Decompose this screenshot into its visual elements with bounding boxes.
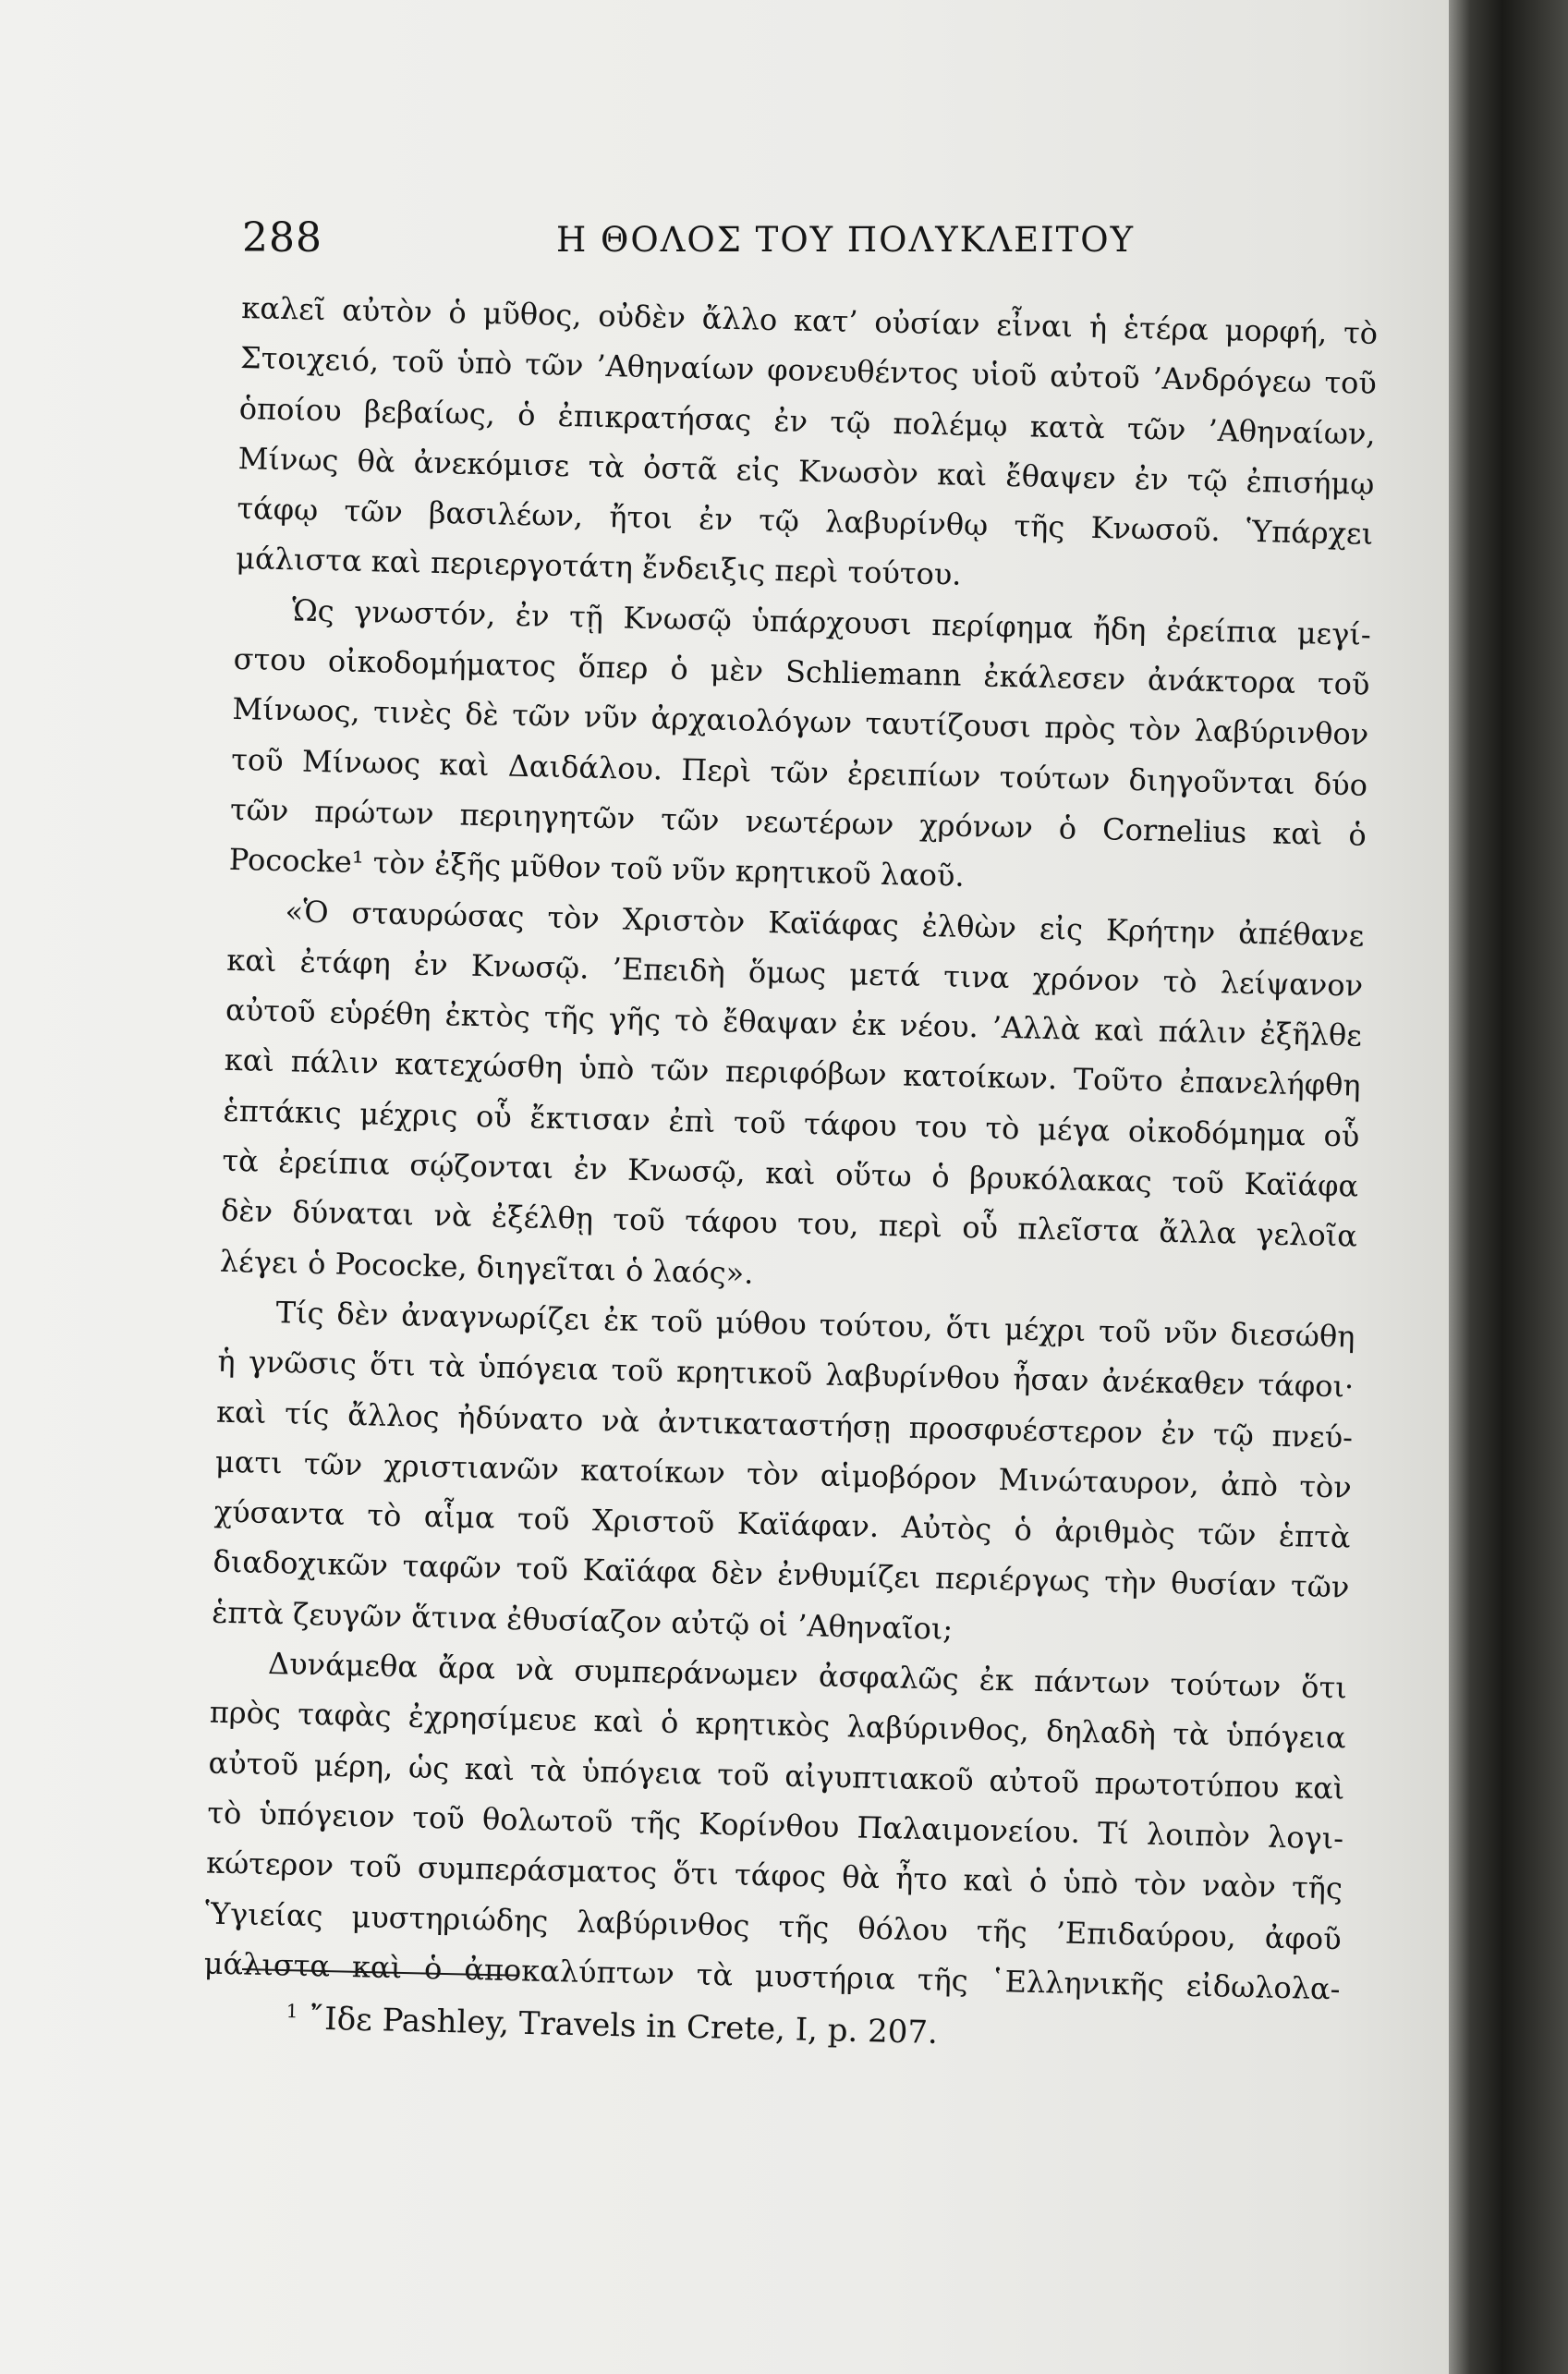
text-line: καὶ πάλιν κατεχώσθη ὑπὸ τῶν περιφόβων κατοίκων. Τοῦτο ἐπανελήφθη (224, 1042, 1362, 1104)
text-line: χύσαντα τὸ αἷμα τοῦ Χριστοῦ Καϊάφαν. Αὐτὸς ὁ ἀριθμὸς τῶν ἑπτὰ (213, 1493, 1351, 1555)
text-line: κώτερον τοῦ συμπεράσματος ὅτι τάφος θὰ ἦτο καὶ ὁ ὑπὸ τὸν ναὸν τῆς (205, 1844, 1343, 1906)
text-line: τὸ ὑπόγειον τοῦ θολωτοῦ τῆς Κορίνθου Παλαιμονείου. Τί λοιπὸν λογι- (207, 1795, 1344, 1857)
text-line: αὐτοῦ μέρη, ὡς καὶ τὰ ὑπόγεια τοῦ αἰγυπτιακοῦ αὐτοῦ πρωτοτύπου καὶ (208, 1745, 1345, 1807)
text-line: ματι τῶν χριστιανῶν κατοίκων τὸν αἱμοβόρον Μινώταυρον, ἀπὸ τὸν (214, 1443, 1353, 1505)
text-line: αὐτοῦ εὑρέθη ἐκτὸς τῆς γῆς τὸ ἔθαψαν ἐκ νέου. ’Αλλὰ καὶ πάλιν ἐξῆλθε (225, 992, 1363, 1053)
text-line: καὶ τίς ἄλλος ἠδύνατο νὰ ἀντικαταστήσῃ προσφυέστερον ἐν τῷ πνεύ- (215, 1394, 1354, 1455)
text-line: «Ὁ σταυρώσας τὸν Χριστὸν Καϊάφας ἐλθὼν εἰς Κρήτην ἀπέθανε (285, 893, 1365, 954)
text-line: Pococke¹ τὸν ἐξῆς μῦθον τοῦ νῦν κρητικοῦ λαοῦ. (228, 842, 966, 895)
page-number: 288 (242, 214, 322, 262)
text-line: Μίνωος, τινὲς δὲ τῶν νῦν ἀρχαιολόγων ταυτίζουσι πρὸς τὸν λαβύρινθον (232, 691, 1369, 753)
text-line: τῶν πρώτων περιηγητῶν τῶν νεωτέρων χρόνων ὁ Cornelius καὶ ὁ (229, 791, 1367, 853)
text-line: ἡ γνῶσις ὅτι τὰ ὑπόγεια τοῦ κρητικοῦ λαβυρίνθου ἦσαν ἀνέκαθεν τάφοι· (217, 1343, 1355, 1405)
text-line: Μίνως θὰ ἀνεκόμισε τὰ ὀστᾶ εἰς Κνωσὸν καὶ ἔθαψεν ἐν τῷ ἐπισήμῳ (237, 440, 1375, 502)
text-line: μάλιστα καὶ περιεργοτάτη ἔνδειξις περὶ τούτου. (235, 541, 962, 593)
text-line: Τίς δὲν ἀναγνωρίζει ἐκ τοῦ μύθου τούτου, ὅτι μέχρι τοῦ νῦν διεσώθη (275, 1295, 1355, 1355)
footnote-text: ῎Ιδε Pashley, Travels in Crete, I, p. 207. (308, 2000, 939, 2052)
text-line: ἑπτάκις μέχρις οὗ ἔκτισαν ἐπὶ τοῦ τάφου του τὸ μέγα οἰκοδόμημα οὗ (223, 1092, 1360, 1154)
text-line: τάφῳ τῶν βασιλέων, ἤτοι ἐν τῷ λαβυρίνθῳ τῆς Κνωσοῦ. Ὑπάρχει (237, 491, 1374, 553)
text-line: Στοιχειό, τοῦ ὑπὸ τῶν ’Αθηναίων φονευθέντος υἱοῦ αὐτοῦ ’Ανδρόγεω τοῦ (239, 340, 1378, 402)
book-spine-shadow (1449, 0, 1568, 2374)
text-line: ἑπτὰ ζευγῶν ἅτινα ἐθυσίαζον αὐτῷ οἱ ’Αθηναῖοι; (211, 1594, 954, 1647)
text-line: καλεῖ αὐτὸν ὁ μῦθος, οὐδὲν ἄλλο κατ’ οὐσίαν εἶναι ἡ ἑτέρα μορφή, τὸ (240, 289, 1379, 351)
text-line: στου οἰκοδομήματος ὅπερ ὁ μὲν Schliemann ἐκάλεσεν ἀνάκτορα τοῦ (233, 640, 1370, 702)
page-header (242, 214, 1166, 270)
text-line: Ὡς γνωστόν, ἐν τῇ Κνωσῷ ὑπάρχουσι περίφημα ἤδη ἐρείπια μεγί- (291, 592, 1372, 652)
text-line: καὶ ἐτάφη ἐν Κνωσῷ. ’Επειδὴ ὅμως μετά τινα χρόνον τὸ λείψανον (225, 942, 1364, 1004)
text-line: ὁποίου βεβαίως, ὁ ἐπικρατήσας ἐν τῷ πολέμῳ κατὰ τῶν ’Αθηναίων, (238, 390, 1377, 452)
text-line: τὰ ἐρείπια σῴζονται ἐν Κνωσῷ, καὶ οὕτω ὁ βρυκόλακας τοῦ Καϊάφα (222, 1142, 1359, 1204)
body-text (203, 283, 1379, 2015)
text-line: Δυνάμεθα ἄρα νὰ συμπεράνωμεν ἀσφαλῶς ἐκ πάντων τούτων ὅτι (267, 1646, 1348, 1706)
text-line: μάλιστα καὶ ὁ ἀποκαλύπτων τὰ μυστήρια τῆς ῾Ελληνικῆς εἰδωλολα- (203, 1945, 1341, 2007)
text-line: διαδοχικῶν ταφῶν τοῦ Καϊάφα δὲν ἐνθυμίζει περιέργως τὴν θυσίαν τῶν (213, 1544, 1350, 1605)
text-line: τοῦ Μίνωος καὶ Δαιδάλου. Περὶ τῶν ἐρειπίων τούτων διηγοῦνται δύο (230, 741, 1368, 803)
text-line: Ὑγιείας μυστηριώδης λαβύρινθος τῆς θόλου τῆς ’Επιδαύρου, ἀφοῦ (204, 1895, 1343, 1956)
footnote-marker: 1 (286, 2000, 298, 2023)
text-line: λέγει ὁ Pococke, διηγεῖται ὁ λαός». (219, 1243, 754, 1291)
text-line: πρὸς ταφὰς ἐχρησίμευε καὶ ὁ κρητικὸς λαβύρινθος, δηλαδὴ τὰ ὑπόγεια (209, 1694, 1347, 1756)
text-line: δὲν δύναται νὰ ἐξέλθῃ τοῦ τάφου του, περὶ οὗ πλεῖστα ἄλλα γελοῖα (220, 1193, 1358, 1254)
running-title: Η ΘΟΛΟΣ ΤΟΥ ΠΟΛΥΚΛΕΙΤΟΥ (556, 220, 1136, 260)
